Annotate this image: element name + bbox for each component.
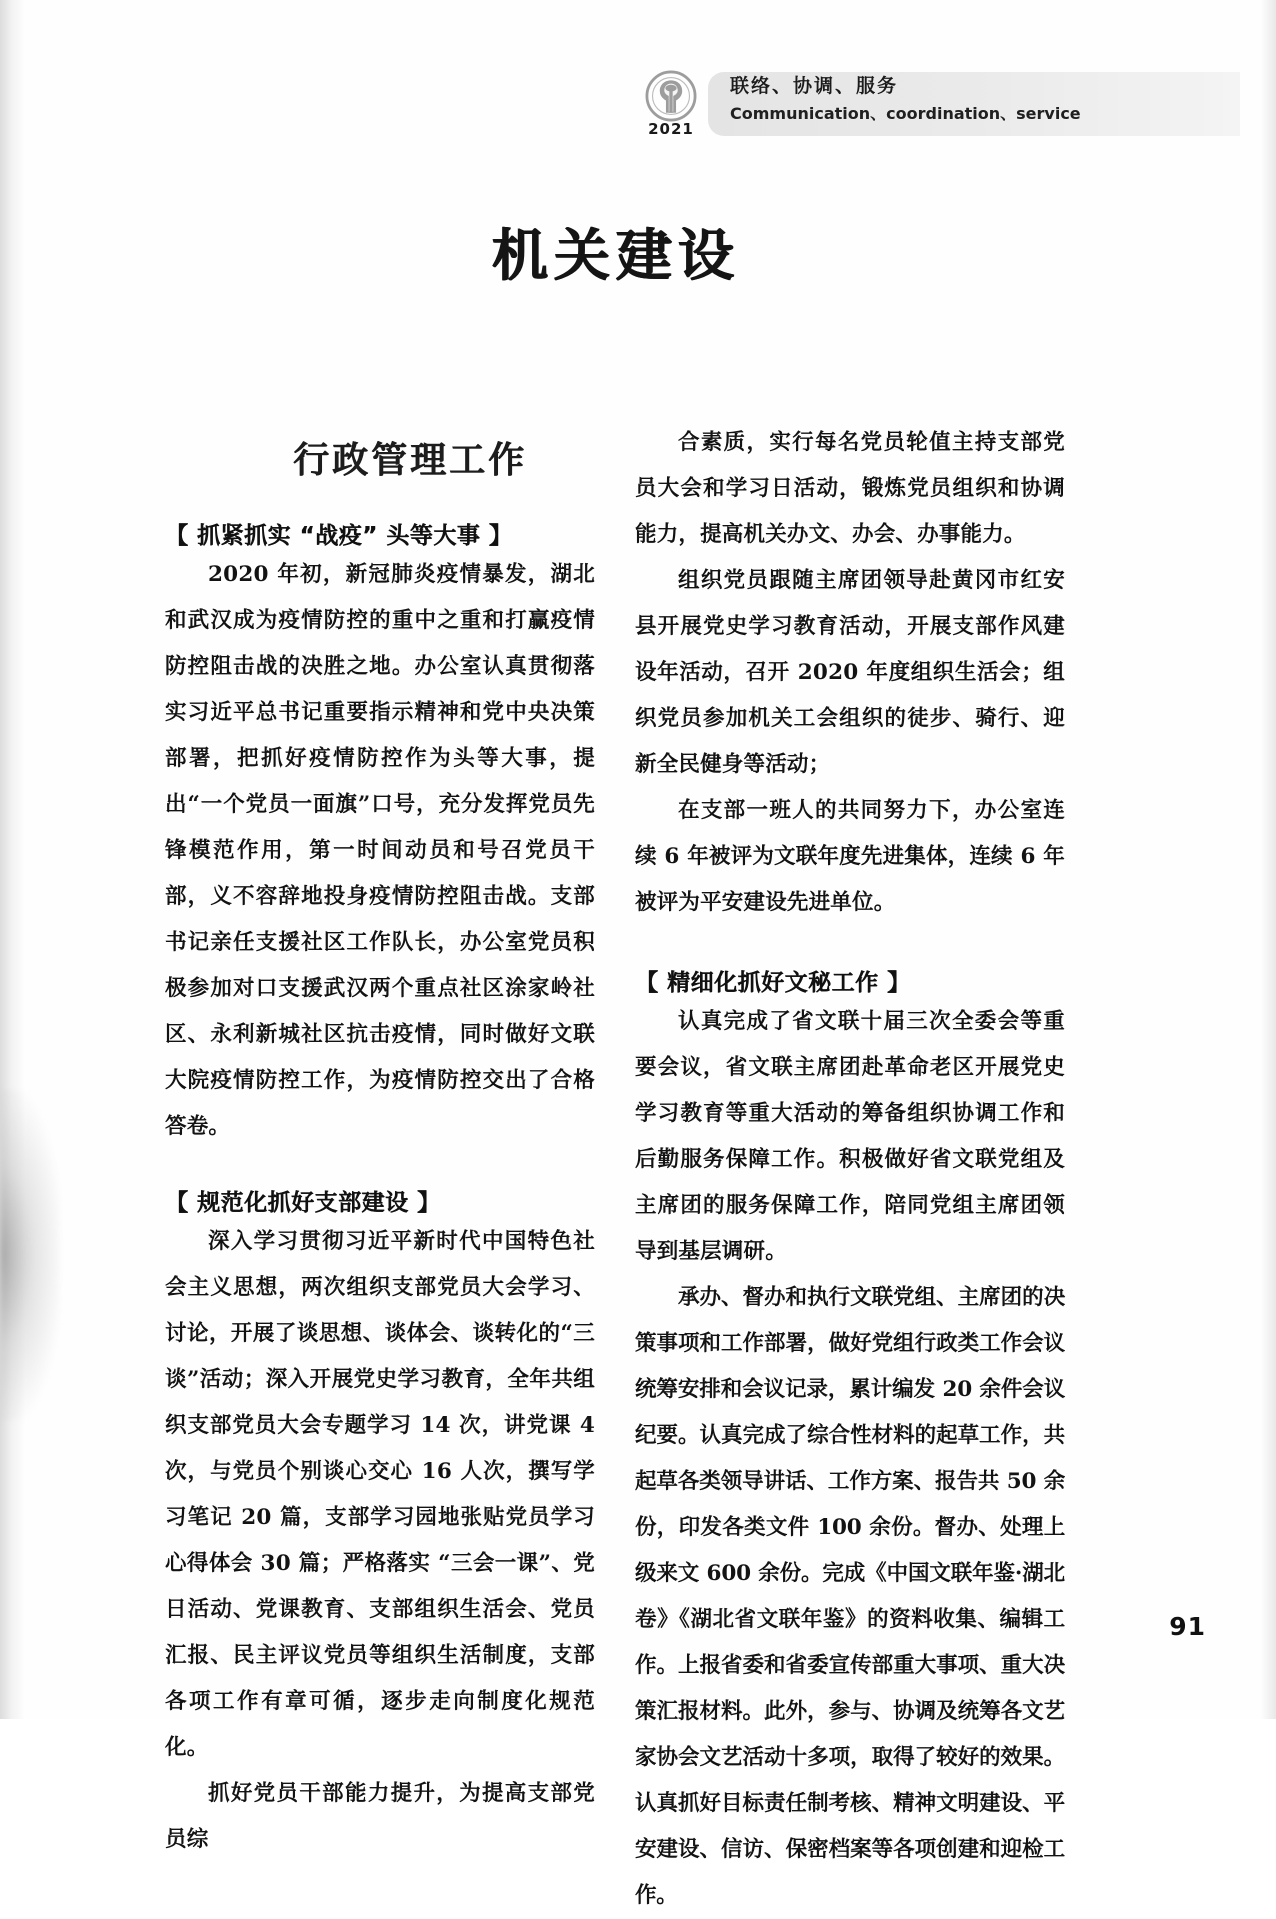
subsection-heading-2: 【 规范化抓好支部建设 】 xyxy=(165,1190,441,1216)
slogan-chinese: 联络、协调、服务 xyxy=(730,75,899,97)
paragraph: 2020 年初，新冠肺炎疫情暴发，湖北和武汉成为疫情防控的重中之重和打赢疫情防控阻击战的决胜之地。办公室认真贯彻落实习近平总书记重要指示精神和党中央决策部署，把抓好疫情防控作为头等大事，提出“一个党员一面旗”口号，充分发挥党员先锋模范作用，第一时间动员和号召党员干部，义不容辞地投身疫情防控阻击战。支部书记亲任支援社区工作队长，办公室党员积极参加对口支援武汉两个重点社区涂家岭社区、永利新城社区抗击疫情，同时做好文联大院疫情防控工作，为疫情防控交出了合格答卷。 xyxy=(165,562,595,1139)
paragraph: 合素质，实行每名党员轮值主持支部党员大会和学习日活动，锻炼党员组织和协调能力，提高机关办文、办会、办事能力。 xyxy=(635,430,1065,547)
subsection-heading-1: 【 抓紧抓实 “战疫” 头等大事 】 xyxy=(165,523,513,549)
logo-year: 2021 xyxy=(648,120,694,138)
wenlian-emblem-icon xyxy=(643,68,699,124)
page-header xyxy=(620,68,1240,142)
scan-smudge xyxy=(0,1090,60,1420)
section-title: 行政管理工作 xyxy=(292,440,527,481)
logo-block xyxy=(636,68,706,138)
header-slogan xyxy=(730,76,1081,124)
paragraph: 在支部一班人的共同努力下，办公室连续 6 年被评为文联年度先进集体，连续 6 年被评为平安建设先进单位。 xyxy=(635,798,1065,915)
page-number: 91 xyxy=(1169,1612,1206,1641)
page-title-text: 机关建设 xyxy=(492,224,740,289)
slogan-english: Communication、coordination、service xyxy=(730,103,1081,123)
article-columns xyxy=(165,420,1065,1919)
paragraph: 抓好党员干部能力提升，为提高支部党员综 xyxy=(165,1781,595,1852)
left-column xyxy=(165,420,595,1919)
page-title xyxy=(0,212,1276,292)
paragraph: 承办、督办和执行文联党组、主席团的决策事项和工作部署，做好党组行政类工作会议统筹安排和会议记录，累计编发 20 余件会议纪要。认真完成了综合性材料的起草工作，共起草各类领导讲话、工作方案、报告共 50 余份，印发各类文件 100 余份。督办、处理上级来文 600 余份。完成《中国文联年鉴·湖北卷》《湖北省文联年鉴》的资料收集、编辑工作。上报省委和省委宣传部重大事项、重大决策汇报材料。此外，参与、协调及统筹各文艺家协会文艺活动十多项，取得了较好的效果。认真抓好目标责任制考核、精神文明建设、平安建设、信访、保密档案等各项创建和迎检工作。 xyxy=(635,1285,1065,1908)
right-column xyxy=(635,420,1065,1919)
subsection-heading-3: 【 精细化抓好文秘工作 】 xyxy=(635,970,911,996)
paragraph: 深入学习贯彻习近平新时代中国特色社会主义思想，两次组织支部党员大会学习、讨论，开展了谈思想、谈体会、谈转化的“三谈”活动；深入开展党史学习教育，全年共组织支部党员大会专题学习 14 次，讲党课 4 次，与党员个别谈心交心 16 人次，撰写学习笔记 20 篇，支部学习园地张贴党员学习心得体会 30 篇；严格落实 “三会一课”、党日活动、党课教育、支部组织生活会、党员汇报、民主评议党员等组织生活制度，支部各项工作有章可循，逐步走向制度化规范化。 xyxy=(165,1229,595,1760)
paragraph: 认真完成了省文联十届三次全委会等重要会议，省文联主席团赴革命老区开展党史学习教育等重大活动的筹备组织协调工作和后勤服务保障工作。积极做好省文联党组及主席团的服务保障工作，陪同党组主席团领导到基层调研。 xyxy=(635,1009,1065,1264)
paragraph: 组织党员跟随主席团领导赴黄冈市红安县开展党史学习教育活动，开展支部作风建设年活动，召开 2020 年度组织生活会；组织党员参加机关工会组织的徒步、骑行、迎新全民健身等活动； xyxy=(635,568,1065,777)
